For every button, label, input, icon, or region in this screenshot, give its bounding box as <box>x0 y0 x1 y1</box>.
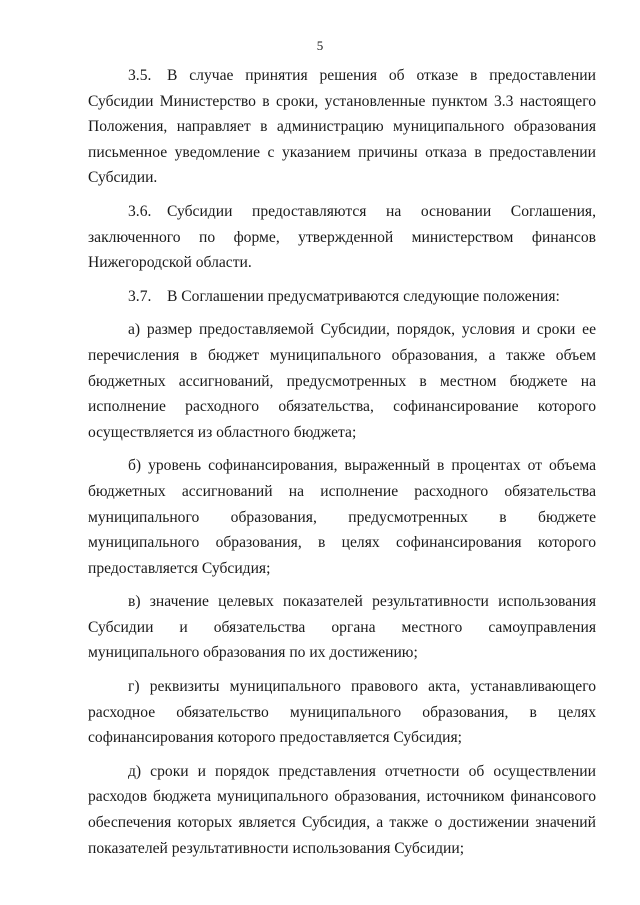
list-item-b: б) уровень софинансирования, выраженный в процентах от объема бюджетных ассигнований на исполнение расходного обязательства муниципального образования, предусмотренных в бюджете муниципального образования, в целях софинансирования которого предоставляется Субсидия; <box>88 457 596 577</box>
list-item-a: а) размер предоставляемой Субсидии, порядок, условия и сроки ее перечисления в бюджет муниципального образования, а также объем бюджетных ассигнований, предусмотренных в местном бюджете на исполнение расходного обязательства, софинансирование которого осуществляется из областного бюджета; <box>88 321 596 441</box>
list-item-v: в) значение целевых показателей результативности использования Субсидии и обязательства органа местного самоуправления муниципального образования по их достижению; <box>88 593 596 662</box>
paragraph-3-6: 3.6. Субсидии предоставляются на основании Соглашения, заключенного по форме, утвержденной министерством финансов Нижегородской области. <box>88 202 596 272</box>
list-item-g: г) реквизиты муниципального правового акта, устанавливающего расходное обязательство муниципального образования, в целях софинансирования которого предоставляется Субсидия; <box>88 678 596 747</box>
paragraph-3-7: 3.7. В Соглашении предусматриваются следующие положения: <box>128 287 560 305</box>
page-number: 5 <box>316 38 324 53</box>
document-body <box>88 63 596 869</box>
list-item-d: д) сроки и порядок представления отчетности об осуществлении расходов бюджета муниципального образования, источником финансового обеспечения которых является Субсидия, а также о достижении значений показателей результативности использования Субсидии; <box>88 762 596 857</box>
paragraph-3-5: 3.5. В случае принятия решения об отказе в предоставлении Субсидии Министерство в сроки, установленные пунктом 3.3 настоящего Положения, направляет в администрацию муниципального образования письменное уведомление с указанием причины отказа в предоставлении Субсидии. <box>88 67 596 187</box>
